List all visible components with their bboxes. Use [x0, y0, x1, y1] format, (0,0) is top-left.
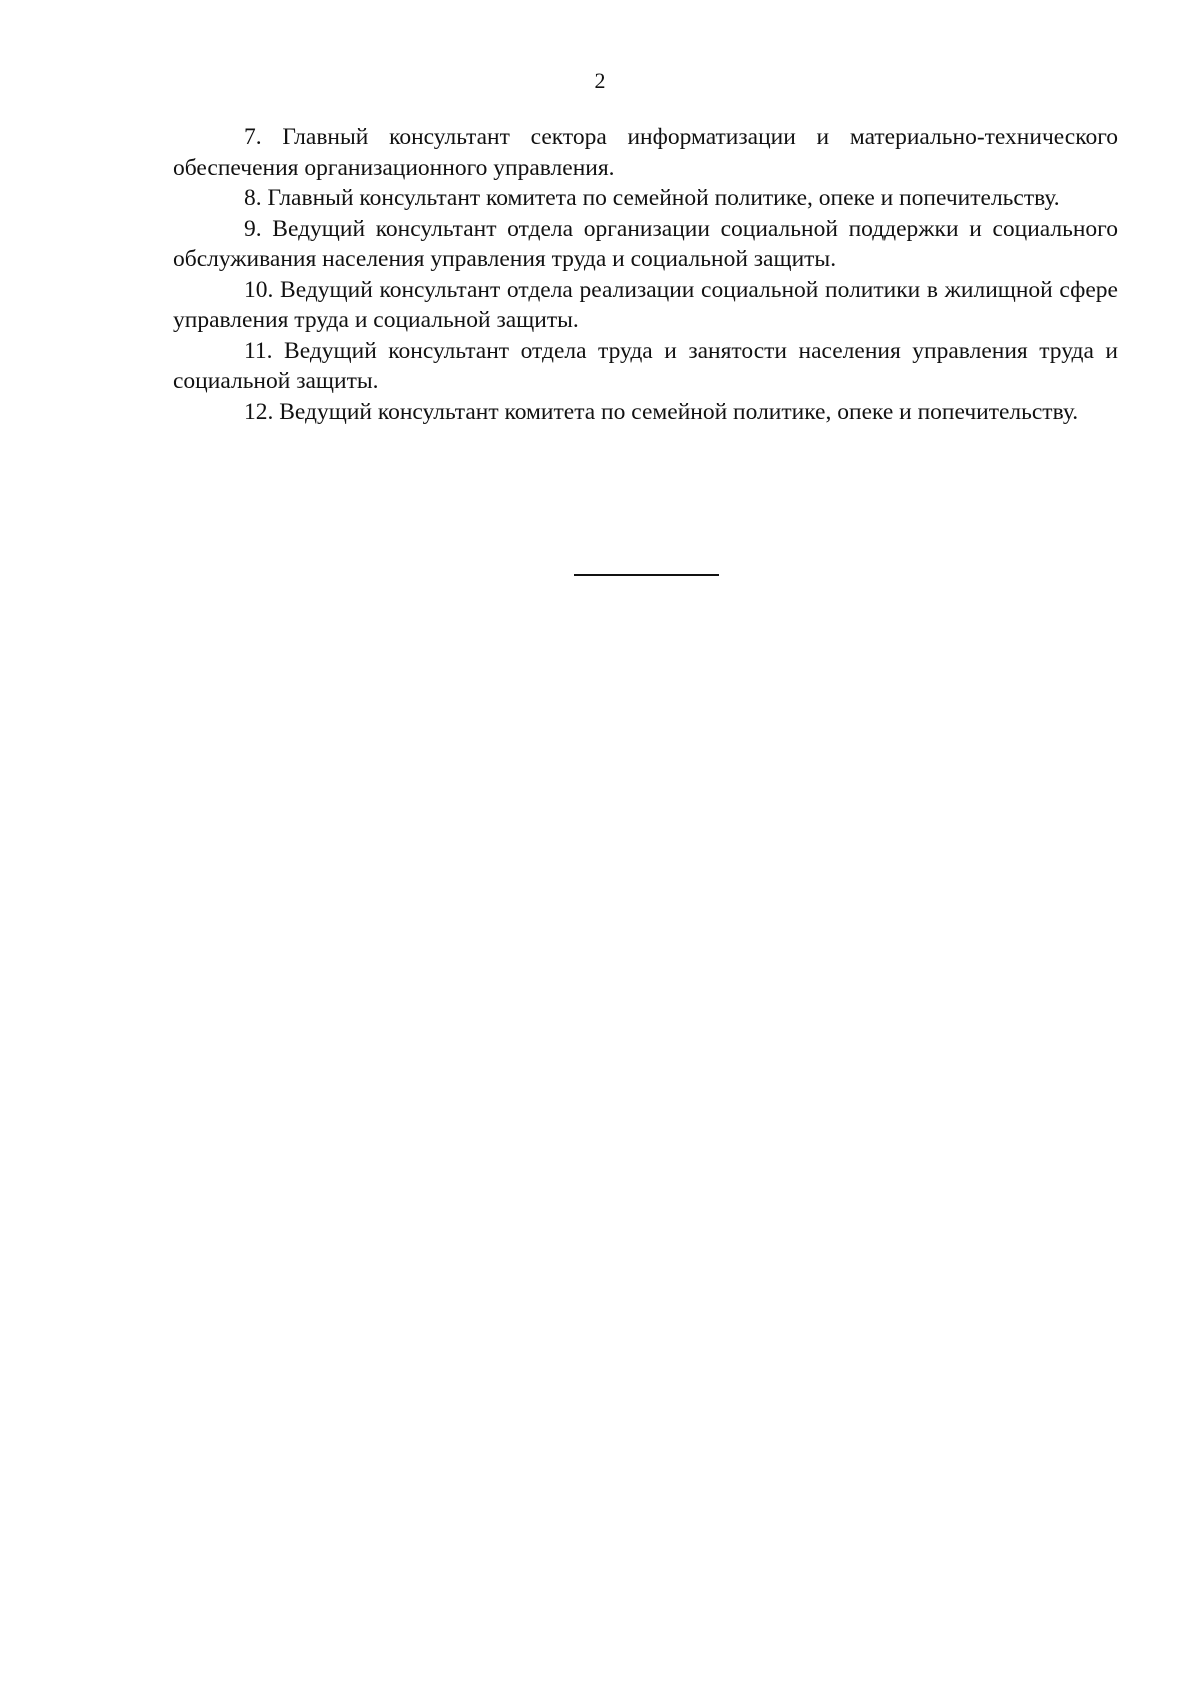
list-item: 7. Главный консультант сектора информатизации и материально-технического обеспечения организационного управления. — [173, 124, 1118, 181]
list-item: 9. Ведущий консультант отдела организации социальной поддержки и социального обслуживания населения управления труда и социальной защиты. — [173, 215, 1118, 272]
page-number: 2 — [594, 68, 606, 93]
list-item: 8. Главный консультант комитета по семейной политике, опеке и попечительству. — [244, 185, 1060, 211]
end-of-document-rule — [574, 574, 719, 576]
list-item: 10. Ведущий консультант отдела реализации социальной политики в жилищной сфере управления труда и социальной защиты. — [173, 276, 1118, 333]
list-item: 12. Ведущий консультант комитета по семейной политике, опеке и попечительству. — [244, 398, 1079, 425]
list-item: 11. Ведущий консультант отдела труда и занятости населения управления труда и социальной защиты. — [173, 337, 1118, 394]
position-list — [173, 122, 1118, 427]
